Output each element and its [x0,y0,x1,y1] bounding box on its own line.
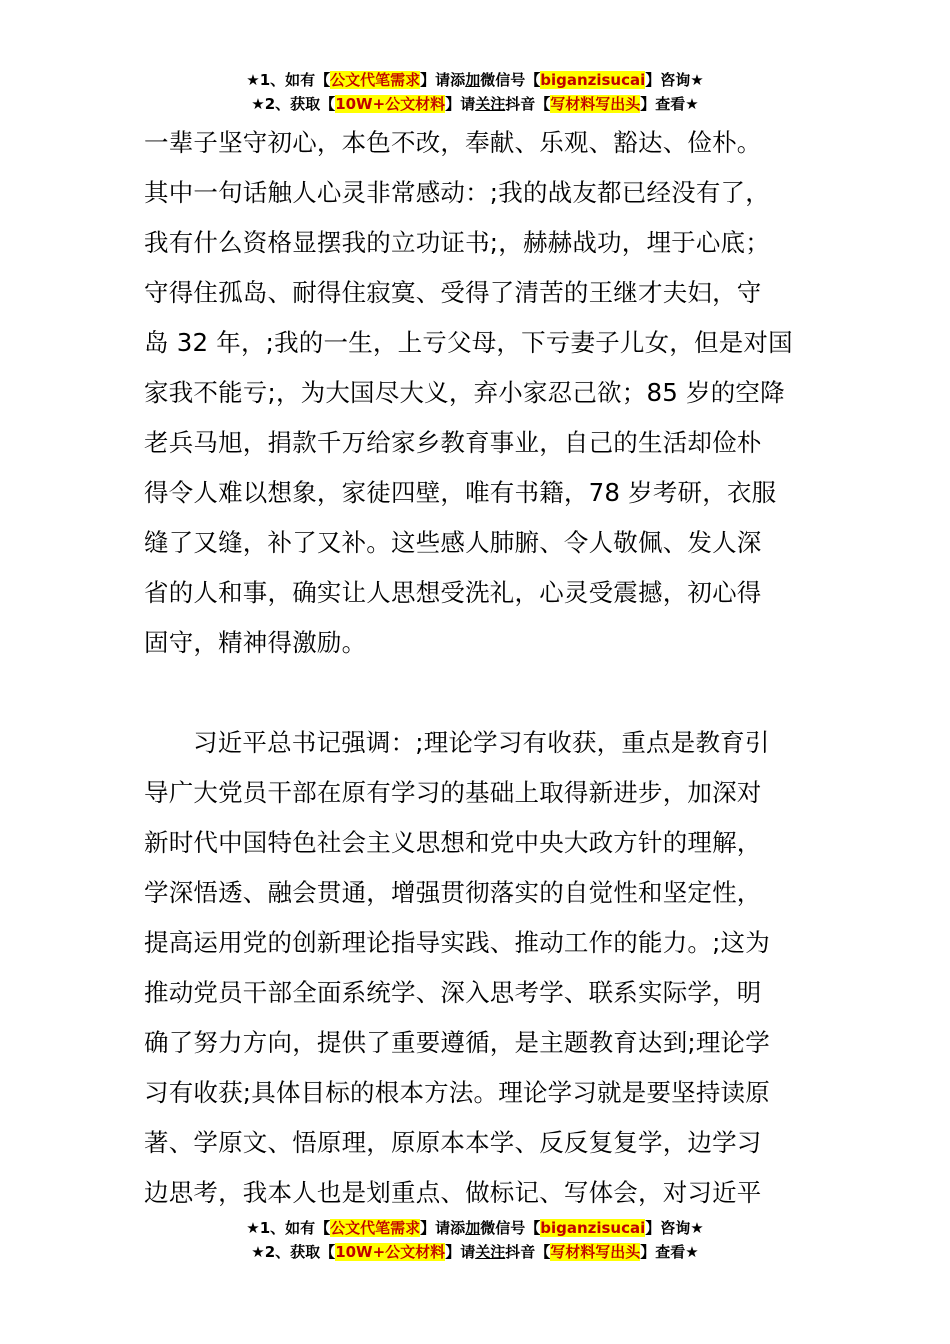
body-line: 省的人和事，确实让人思想受洗礼，心灵受震撼，初心得 [144,578,762,607]
banner-highlight-service: 公文代笔需求 [330,1219,421,1237]
banner-text: 】咨询★ [645,71,704,89]
banner-text: 】查看★ [640,1243,699,1261]
footer-banner-line-2 [0,1240,950,1264]
banner-highlight-materials: 10W+公文材料 [335,1243,446,1261]
body-line: 导广大党员干部在原有学习的基础上取得新进步，加深对 [144,778,762,807]
banner-highlight-douyin-account: 写材料写出头 [550,95,641,113]
banner-text: 】请 [445,1243,476,1261]
banner-text: 微信号【 [480,71,541,89]
banner-text: 】请添 [420,1219,466,1237]
body-line: 缝了又缝，补了又补。这些感人肺腑、令人敬佩、发人深 [144,528,762,557]
banner-text: 微信号【 [480,1219,541,1237]
body-line: 提高运用党的创新理论指导实践、推动工作的能力。;这为 [144,928,770,957]
paragraph-gap [144,668,809,718]
body-line: 其中一句话触人心灵非常感动：;我的战友都已经没有了， [144,178,770,207]
banner-highlight-wechat-id: biganzisucai [540,71,646,89]
header-banner [0,68,950,116]
body-line: 老兵马旭，捐款千万给家乡教育事业，自己的生活却俭朴 [144,428,762,457]
banner-text: ★1、如有【 [246,71,331,89]
body-line: 确了努力方向，提供了重要遵循，是主题教育达到;理论学 [144,1028,770,1057]
footer-banner [0,1216,950,1264]
banner-highlight-service: 公文代笔需求 [330,71,421,89]
banner-highlight-materials: 10W+公文材料 [335,95,446,113]
header-banner-line-2 [0,92,950,116]
banner-text: 】请添 [420,71,466,89]
banner-underlined-text: 关注 [475,95,506,113]
body-line: 家我不能亏;，为大国尽大义，弃小家忍己欲；85 岁的空降 [144,378,785,407]
banner-underlined-text: 关注 [475,1243,506,1261]
body-line: 著、学原文、悟原理，原原本本学、反反复复学，边学习 [144,1128,762,1157]
footer-banner-line-1 [0,1216,950,1240]
banner-text: ★2、获取【 [251,95,336,113]
body-line: 得令人难以想象，家徒四壁，唯有书籍，78 岁考研，衣服 [144,478,777,507]
banner-text: 】查看★ [640,95,699,113]
body-line: 习近平总书记强调：;理论学习有收获，重点是教育引 [193,728,770,757]
body-line: 习有收获;具体目标的根本方法。理论学习就是要坚持读原 [144,1078,770,1107]
body-line: 守得住孤岛、耐得住寂寞、受得了清苦的王继才夫妇，守 [144,278,762,307]
document-body [144,118,809,1218]
banner-text: 】请 [445,95,476,113]
banner-underlined-text: 加 [465,71,481,89]
banner-text: ★1、如有【 [246,1219,331,1237]
header-banner-line-1 [0,68,950,92]
body-line: 我有什么资格显摆我的立功证书;，赫赫战功，埋于心底； [144,228,770,257]
body-line: 推动党员干部全面系统学、深入思考学、联系实际学，明 [144,978,762,1007]
body-line: 新时代中国特色社会主义思想和党中央大政方针的理解， [144,828,762,857]
banner-text: 抖音【 [505,95,551,113]
body-line: 学深悟透、融会贯通，增强贯彻落实的自觉性和坚定性， [144,878,762,907]
banner-underlined-text: 加 [465,1219,481,1237]
body-line: 一辈子坚守初心，本色不改，奉献、乐观、豁达、俭朴。 [144,128,762,157]
body-line: 岛 32 年，;我的一生，上亏父母，下亏妻子儿女，但是对国 [144,328,793,357]
banner-text: 抖音【 [505,1243,551,1261]
banner-highlight-wechat-id: biganzisucai [540,1219,646,1237]
body-line: 边思考，我本人也是划重点、做标记、写体会，对习近平 [144,1178,762,1207]
banner-text: 】咨询★ [645,1219,704,1237]
banner-text: ★2、获取【 [251,1243,336,1261]
banner-highlight-douyin-account: 写材料写出头 [550,1243,641,1261]
body-line: 固守，精神得激励。 [144,628,367,657]
